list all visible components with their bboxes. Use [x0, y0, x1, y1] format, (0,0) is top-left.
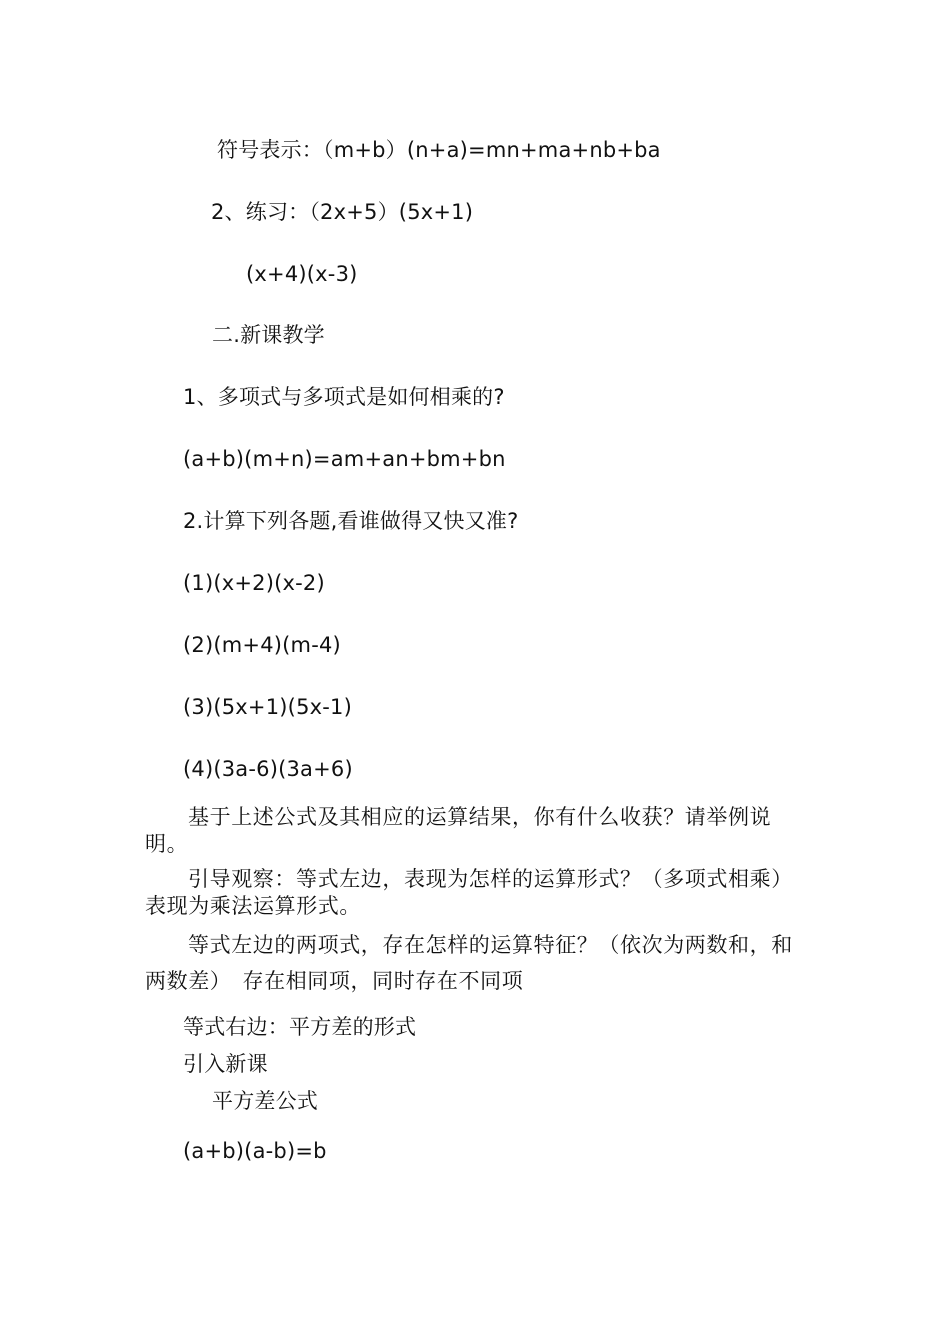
formula-line: (a+b)(m+n)=am+an+bm+bn	[183, 447, 506, 471]
exercise-heading-line: 2、练习：（2x+5）(5x+1)	[211, 200, 474, 224]
formula-title: 平方差公式	[212, 1089, 318, 1113]
problem-3: (3)(5x+1)(5x-1)	[183, 695, 352, 719]
intro-line: 引入新课	[183, 1052, 268, 1076]
section-heading: 二.新课教学	[212, 323, 325, 347]
feature-paragraph: 等式左边的两项式，存在怎样的运算特征？（依次为两数和，和两数差） 存在相同项，同时存在不同项	[145, 933, 793, 993]
difference-of-squares-formula: (a+b)(a-b)=b	[183, 1139, 327, 1163]
problem-4: (4)(3a-6)(3a+6)	[183, 757, 353, 781]
question-line: 1、多项式与多项式是如何相乘的?	[183, 385, 505, 409]
problem-1: (1)(x+2)(x-2)	[183, 571, 325, 595]
symbol-notation-line: 符号表示：（m+b）(n+a)=mn+ma+nb+ba	[217, 138, 661, 162]
task-heading-line: 2.计算下列各题,看谁做得又快又准?	[183, 509, 519, 533]
problem-2: (2)(m+4)(m-4)	[183, 633, 341, 657]
exercise-expression-line: (x+4)(x-3)	[246, 262, 358, 286]
observation-paragraph: 引导观察：等式左边，表现为怎样的运算形式？（多项式相乘）表现为乘法运算形式。	[145, 867, 793, 918]
right-side-line: 等式右边：平方差的形式	[183, 1015, 417, 1039]
reflection-paragraph: 基于上述公式及其相应的运算结果，你有什么收获？请举例说明。	[145, 805, 772, 856]
